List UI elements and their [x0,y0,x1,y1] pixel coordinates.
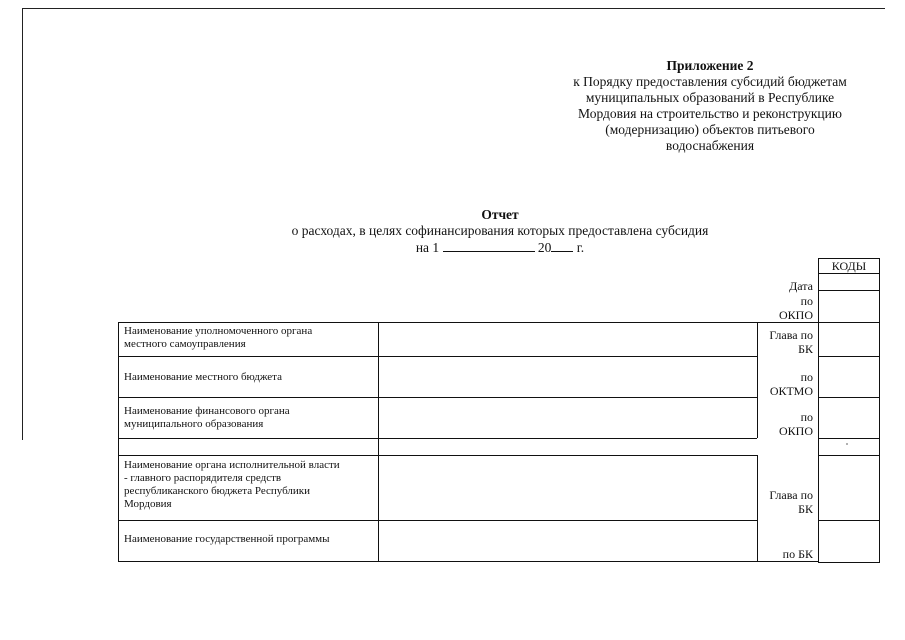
row-label-state-program: Наименование государственной программы [124,533,330,545]
report-title: Отчет [481,207,519,222]
appendix-block [535,58,885,154]
codes-header: КОДЫ [818,258,880,274]
value-cell-authorized-body[interactable] [380,323,756,355]
table-column-divider [378,322,379,562]
code-label-bk: по БК [782,547,813,561]
table-row-divider [118,438,757,439]
appendix-line: водоснабжения [665,138,755,153]
top-border-line [22,8,885,9]
codes-divider [818,438,879,439]
date-prefix: на 1 [415,240,440,255]
date-year-blank[interactable] [551,239,573,252]
scan-speck [846,443,848,445]
codes-divider [818,455,879,456]
appendix-line: (модернизацию) объектов питьевого [605,122,815,137]
codes-divider [818,520,879,521]
report-heading [220,207,780,256]
codes-divider [818,397,879,398]
value-cell-executive-body[interactable] [380,456,756,519]
appendix-line: муниципальных образований в Республике [585,90,835,105]
appendix-line: к Порядку предоставления субсидий бюджетам [573,74,847,89]
code-label-oktmo: по ОКТМО [769,370,813,398]
row-label-local-budget: Наименование местного бюджета [124,371,282,383]
report-subtitle: о расходах, в целях софинансирования которых предоставлена субсидия [291,223,709,238]
codes-divider [818,322,879,323]
table-right-divider [757,455,758,562]
code-label-okpo-2: по ОКПО [778,410,813,438]
row-label-executive-body: Наименование органа исполнительной власти - главного распорядителя средств республиканского бюджета Республики Мордовия [124,459,340,510]
appendix-title: Приложение 2 [666,58,754,73]
appendix-line: Мордовия на строительство и реконструкцию [578,106,842,121]
date-year-prefix: 20 [537,240,552,255]
code-label-okpo: по ОКПО [778,294,813,322]
row-label-financial-body: Наименование финансового органа муниципального образования [124,405,290,430]
row-label-authorized-body: Наименование уполномоченного органа местного самоуправления [124,325,313,350]
codes-divider [818,290,879,291]
value-cell-state-program[interactable] [380,521,756,561]
value-cell-financial-body[interactable] [380,398,756,437]
code-label-date: Дата [789,279,813,293]
report-date-line [220,239,780,256]
date-suffix: г. [576,240,585,255]
value-cell-local-budget[interactable] [380,357,756,396]
left-border-line [22,8,23,440]
code-label-glava-bk-2: Глава по БК [769,488,813,516]
code-label-glava-bk: Глава по БК [769,328,813,356]
date-day-month-blank[interactable] [443,239,535,252]
table-right-divider [757,322,758,438]
codes-divider [818,356,879,357]
